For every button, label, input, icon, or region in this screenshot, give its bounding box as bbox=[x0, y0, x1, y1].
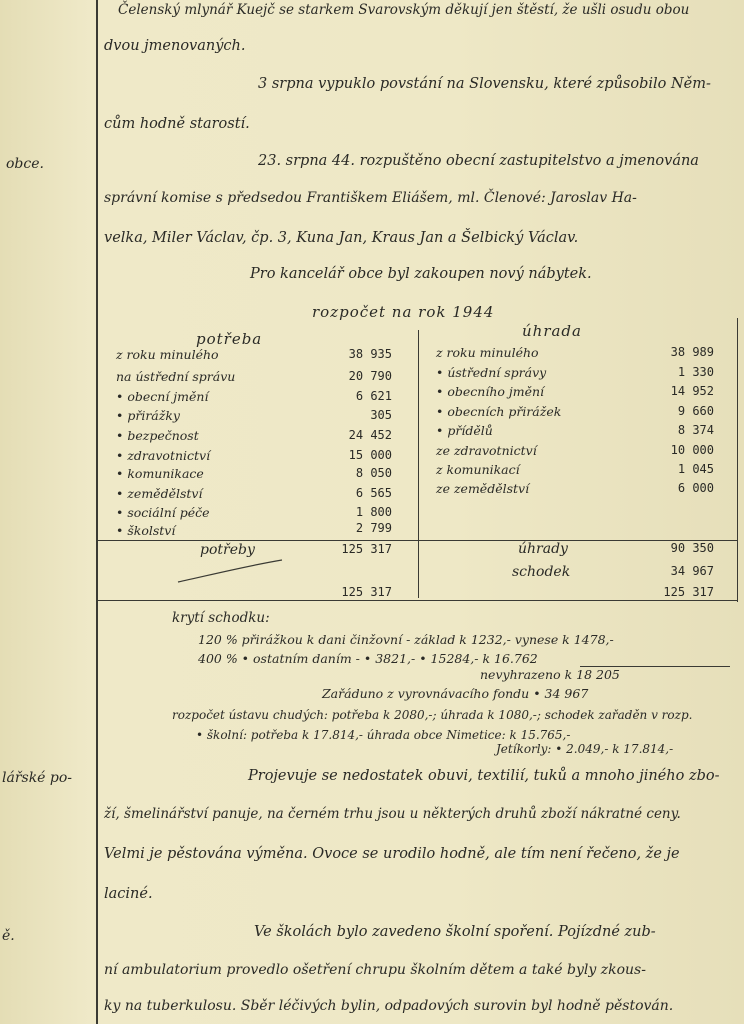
budget-right-header: úhrada bbox=[522, 322, 582, 340]
budget-right-label: z roku minulého bbox=[436, 345, 539, 360]
budget-deficit-value: 34 967 bbox=[670, 564, 714, 578]
budget-left-value: 6 565 bbox=[355, 486, 392, 500]
deficit-line: 400 % • ostatním daním - • 3821,- • 15284,- k 16.762 bbox=[198, 651, 538, 666]
deficit-line: rozpočet ústavu chudých: potřeba k 2080,-; úhrada k 1080,-; schodek zařaděn v rozp. bbox=[172, 708, 693, 722]
margin-note: ě. bbox=[2, 928, 15, 944]
budget-total-rule bbox=[96, 600, 738, 601]
text-line: Ve školách bylo zavedeno školní spoření. Pojízdné zub- bbox=[254, 924, 656, 940]
budget-right-value: 6 000 bbox=[677, 481, 714, 495]
budget-right-value: 8 374 bbox=[677, 423, 714, 437]
budget-left-label: • komunikace bbox=[116, 466, 204, 481]
budget-left-label: • zdravotnictví bbox=[116, 448, 211, 463]
signature-flourish bbox=[176, 556, 286, 586]
budget-left-label: • zemědělství bbox=[116, 486, 203, 501]
deficit-title: krytí schodku: bbox=[172, 610, 270, 626]
budget-left-label: • přirážky bbox=[116, 408, 180, 423]
deficit-line: • školní: potřeba k 17.814,- úhrada obce Nimetice: k 15.765,- bbox=[196, 728, 571, 742]
budget-right-label: ze zdravotnictví bbox=[436, 443, 537, 458]
budget-right-label: • přídělů bbox=[436, 423, 493, 438]
deficit-line: 120 % přirážkou k dani činžovní - základ k 1232,- vynese k 1478,- bbox=[198, 632, 614, 647]
budget-title: rozpočet na rok 1944 bbox=[312, 303, 495, 321]
deficit-line: nevyhrazeno k 18 205 bbox=[480, 667, 620, 682]
budget-center-rule bbox=[418, 330, 419, 598]
budget-right-total-value: 90 350 bbox=[670, 541, 714, 555]
budget-left-total-label: potřeby bbox=[200, 542, 255, 558]
budget-left-value: 305 bbox=[370, 408, 392, 422]
text-line: ní ambulatorium provedlo ošetření chrupu školním dětem a také byly zkous- bbox=[104, 962, 646, 978]
budget-left-value: 1 800 bbox=[355, 505, 392, 519]
budget-left-label: • školství bbox=[116, 523, 176, 538]
text-line: Pro kancelář obce byl zakoupen nový nábytek. bbox=[250, 266, 592, 282]
text-line: ží, šmelinářství panuje, na černém trhu jsou u některých druhů zboží nákratné ceny. bbox=[104, 806, 681, 822]
budget-right-label: ze zemědělství bbox=[436, 481, 530, 496]
budget-left-label: • bezpečnost bbox=[116, 428, 199, 443]
budget-right-value: 9 660 bbox=[677, 404, 714, 418]
text-line: 3 srpna vypuklo povstání na Slovensku, které způsobilo Něm- bbox=[258, 76, 711, 92]
budget-left-label: • sociální péče bbox=[116, 505, 210, 520]
budget-grand-total-left: 125 317 bbox=[341, 585, 392, 599]
text-line: Čelenský mlynář Kuejč se starkem Svarovským děkují jen štěstí, že ušli osudu obou bbox=[118, 2, 690, 18]
budget-left-value: 38 935 bbox=[348, 347, 392, 361]
budget-left-value: 15 000 bbox=[348, 448, 392, 462]
budget-right-label: z komunikací bbox=[436, 462, 520, 477]
budget-left-value: 6 621 bbox=[355, 389, 392, 403]
margin-note: obce. bbox=[6, 156, 44, 172]
budget-right-label: • obecního jmění bbox=[436, 384, 545, 399]
margin-note: lářské po- bbox=[2, 770, 73, 786]
budget-grand-total-right: 125 317 bbox=[663, 585, 714, 599]
budget-right-value: 1 330 bbox=[677, 365, 714, 379]
text-line: cům hodně starostí. bbox=[104, 116, 250, 132]
budget-left-total-value: 125 317 bbox=[341, 542, 392, 556]
text-line: laciné. bbox=[104, 886, 153, 902]
text-line: dvou jmenovaných. bbox=[104, 38, 246, 54]
budget-right-value: 38 989 bbox=[670, 345, 714, 359]
text-line: Velmi je pěstována výměna. Ovoce se urodilo hodně, ale tím není řečeno, že je bbox=[104, 846, 680, 862]
budget-left-value: 20 790 bbox=[348, 369, 392, 383]
budget-right-label: • ústřední správy bbox=[436, 365, 547, 380]
budget-deficit-label: schodek bbox=[512, 564, 571, 580]
text-line: správní komise s předsedou Františkem Eliášem, ml. Členové: Jaroslav Ha- bbox=[104, 190, 637, 206]
margin-rule bbox=[96, 0, 98, 1024]
text-line: velka, Miler Václav, čp. 3, Kuna Jan, Kraus Jan a Šelbický Václav. bbox=[104, 230, 579, 246]
budget-right-value: 10 000 bbox=[670, 443, 714, 457]
budget-left-header: potřeba bbox=[196, 330, 263, 348]
budget-right-value: 1 045 bbox=[677, 462, 714, 476]
budget-left-value: 2 799 bbox=[355, 521, 392, 535]
budget-right-label: • obecních přirážek bbox=[436, 404, 562, 419]
text-line: 23. srpna 44. rozpuštěno obecní zastupitelstvo a jmenována bbox=[258, 153, 699, 169]
budget-left-value: 24 452 bbox=[348, 428, 392, 442]
budget-left-value: 8 050 bbox=[355, 466, 392, 480]
deficit-line: Jetíkorly: • 2.049,- k 17.814,- bbox=[496, 742, 674, 756]
budget-right-value: 14 952 bbox=[670, 384, 714, 398]
budget-left-label: na ústřední správu bbox=[116, 369, 236, 384]
deficit-line: Zařáduno z vyrovnávacího fondu • 34 967 bbox=[322, 686, 589, 701]
budget-left-label: z roku minulého bbox=[116, 347, 219, 362]
budget-right-rule bbox=[737, 318, 738, 602]
budget-right-total-label: úhrady bbox=[518, 541, 568, 557]
text-line: Projevuje se nedostatek obuvi, textilií, tuků a mnoho jiného zbo- bbox=[248, 768, 720, 784]
budget-left-label: • obecní jmění bbox=[116, 389, 209, 404]
text-line: ky na tuberkulosu. Sběr léčivých bylin, odpadových surovin byl hodně pěstován. bbox=[104, 998, 674, 1014]
